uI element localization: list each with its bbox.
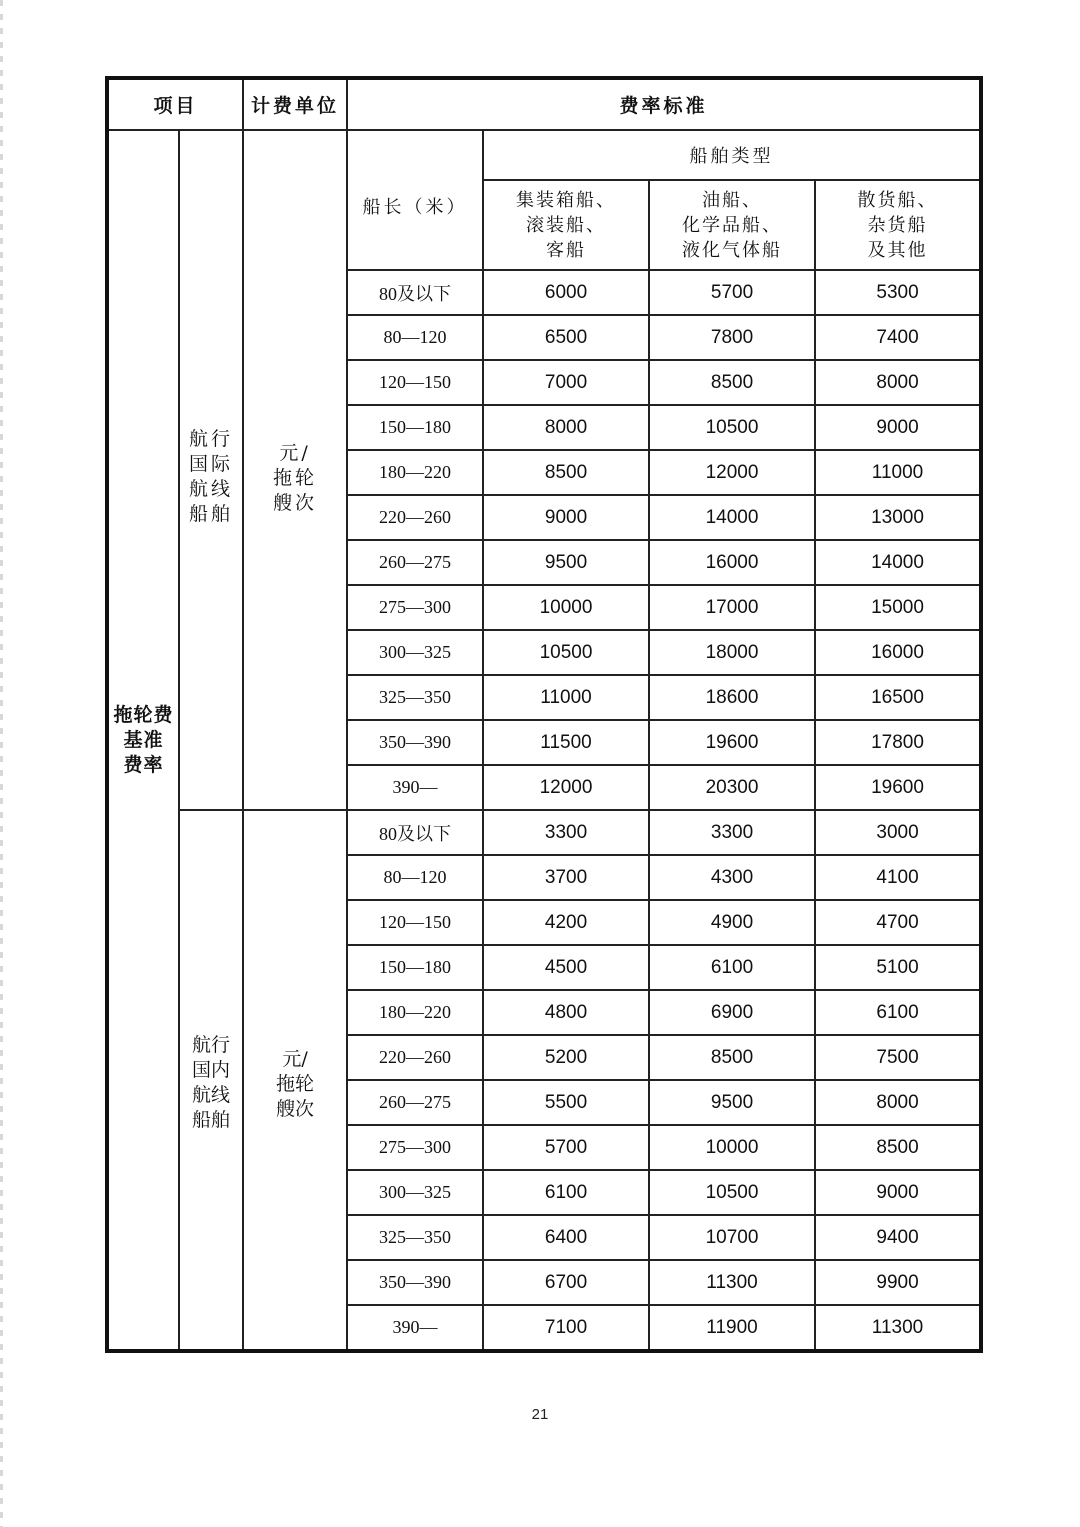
ship-length-cell: 275—300 [347,585,483,630]
text-line: 杂货船 [867,214,928,236]
text-line: 集装箱船、 [516,189,617,211]
table-header-row [107,78,981,130]
rate-value-cell: 20300 [649,765,815,810]
text-line: 船舶 [189,503,234,525]
rate-value-cell: 6500 [483,315,649,360]
item-name-cell [107,130,179,1351]
ship-length-cell: 220—260 [347,1035,483,1080]
rate-value-cell: 19600 [649,720,815,765]
rate-value-cell: 4500 [483,945,649,990]
ship-length-header: 船长（米） [347,130,483,270]
ship-length-cell: 275—300 [347,1125,483,1170]
rate-value-cell: 11300 [649,1260,815,1305]
tug-fee-rate-table [105,76,983,1353]
text-line: 元/ [279,442,311,464]
text-line: 油船、 [702,189,763,211]
ship-type-category [483,180,649,270]
text-line: 航线 [192,1084,231,1106]
ship-length-cell: 325—350 [347,675,483,720]
text-line: 航线 [189,478,234,500]
unit-cell-international [243,130,347,810]
text-line: 国际 [189,453,234,475]
rate-value-cell: 6700 [483,1260,649,1305]
ship-length-cell: 80及以下 [347,810,483,855]
text-line: 基准 [123,728,164,751]
text-line: 船舶 [192,1109,231,1131]
rate-value-cell: 7400 [815,315,981,360]
text-line: 元/ [282,1048,308,1070]
rate-value-cell: 8000 [815,1080,981,1125]
rate-value-cell: 4200 [483,900,649,945]
header-rate-standard: 费率标准 [347,78,981,130]
ship-length-cell: 80及以下 [347,270,483,315]
text-line: 艘次 [276,1098,315,1120]
rate-value-cell: 10000 [649,1125,815,1170]
ship-length-cell: 80—120 [347,315,483,360]
text-line: 拖轮 [276,1073,315,1095]
rate-value-cell: 11900 [649,1305,815,1351]
ship-length-cell: 325—350 [347,1215,483,1260]
rate-value-cell: 10500 [649,1170,815,1215]
rate-value-cell: 5100 [815,945,981,990]
rate-value-cell: 6100 [649,945,815,990]
ship-length-cell: 180—220 [347,450,483,495]
text-line: 艘次 [273,492,318,514]
rate-value-cell: 8000 [815,360,981,405]
rate-value-cell: 9900 [815,1260,981,1305]
text-line: 国内 [192,1059,231,1081]
rate-value-cell: 3000 [815,810,981,855]
rate-value-cell: 15000 [815,585,981,630]
rate-value-cell: 5200 [483,1035,649,1080]
ship-length-cell: 350—390 [347,720,483,765]
rate-value-cell: 9000 [483,495,649,540]
unit-cell-domestic [243,810,347,1351]
rate-value-cell: 12000 [483,765,649,810]
subheader-row-ship-type [107,130,981,180]
rate-value-cell: 5500 [483,1080,649,1125]
rate-value-cell: 11500 [483,720,649,765]
rate-value-cell: 5700 [649,270,815,315]
text-line: 航行 [192,1034,231,1056]
ship-length-cell: 80—120 [347,855,483,900]
text-line: 费率 [123,753,164,776]
ship-length-cell: 150—180 [347,945,483,990]
rate-value-cell: 6100 [815,990,981,1035]
rate-value-cell: 6000 [483,270,649,315]
rate-value-cell: 17000 [649,585,815,630]
rate-value-cell: 10500 [483,630,649,675]
rate-value-cell: 8000 [483,405,649,450]
rate-value-cell: 14000 [815,540,981,585]
ship-length-cell: 120—150 [347,900,483,945]
text-line: 客船 [546,239,587,261]
rate-value-cell: 16000 [649,540,815,585]
rate-value-cell: 19600 [815,765,981,810]
rate-value-cell: 18600 [649,675,815,720]
rate-value-cell: 4800 [483,990,649,1035]
rate-value-cell: 14000 [649,495,815,540]
rate-value-cell: 3300 [649,810,815,855]
rate-value-cell: 10500 [649,405,815,450]
rate-value-cell: 13000 [815,495,981,540]
ship-type-category [815,180,981,270]
rate-value-cell: 9000 [815,405,981,450]
rate-value-cell: 11300 [815,1305,981,1351]
rate-value-cell: 6100 [483,1170,649,1215]
ship-length-cell: 300—325 [347,1170,483,1215]
rate-value-cell: 8500 [649,1035,815,1080]
group-name-domestic [179,810,243,1351]
group-name-international [179,130,243,810]
rate-value-cell: 17800 [815,720,981,765]
ship-type-category [649,180,815,270]
text-line: 航行 [189,428,234,450]
page-number: 21 [531,1406,549,1423]
text-line: 液化气体船 [682,239,783,261]
rate-value-cell: 7500 [815,1035,981,1080]
rate-value-cell: 5700 [483,1125,649,1170]
ship-length-cell: 390— [347,1305,483,1351]
ship-length-cell: 220—260 [347,495,483,540]
rate-value-cell: 8500 [649,360,815,405]
ship-length-cell: 300—325 [347,630,483,675]
text-line: 滚装船、 [526,214,607,236]
rate-value-cell: 3300 [483,810,649,855]
rate-value-cell: 9000 [815,1170,981,1215]
rate-value-cell: 7000 [483,360,649,405]
ship-length-cell: 180—220 [347,990,483,1035]
rate-value-cell: 10000 [483,585,649,630]
rate-value-cell: 7100 [483,1305,649,1351]
rate-value-cell: 4700 [815,900,981,945]
rate-value-cell: 9500 [649,1080,815,1125]
rate-value-cell: 6900 [649,990,815,1035]
rate-value-cell: 18000 [649,630,815,675]
ship-length-cell: 260—275 [347,1080,483,1125]
rate-value-cell: 12000 [649,450,815,495]
rate-value-cell: 4100 [815,855,981,900]
table-row [107,810,981,855]
rate-value-cell: 11000 [483,675,649,720]
ship-length-cell: 150—180 [347,405,483,450]
header-item: 项目 [107,78,243,130]
rate-value-cell: 4900 [649,900,815,945]
rate-value-cell: 4300 [649,855,815,900]
rate-value-cell: 9400 [815,1215,981,1260]
rate-value-cell: 16500 [815,675,981,720]
rate-value-cell: 11000 [815,450,981,495]
scan-page-edge [0,0,3,1527]
rate-value-cell: 3700 [483,855,649,900]
text-line: 及其他 [867,239,928,261]
ship-length-cell: 350—390 [347,1260,483,1305]
rate-value-cell: 10700 [649,1215,815,1260]
text-line: 拖轮费 [113,703,174,726]
text-line: 散货船、 [857,189,938,211]
rate-value-cell: 16000 [815,630,981,675]
text-line: 化学品船、 [682,214,783,236]
rate-value-cell: 5300 [815,270,981,315]
rate-value-cell: 6400 [483,1215,649,1260]
rate-value-cell: 8500 [815,1125,981,1170]
text-line: 拖轮 [273,467,318,489]
rate-value-cell: 9500 [483,540,649,585]
ship-length-cell: 120—150 [347,360,483,405]
ship-type-header: 船舶类型 [483,130,981,180]
header-unit: 计费单位 [243,78,347,130]
rate-value-cell: 7800 [649,315,815,360]
ship-length-cell: 260—275 [347,540,483,585]
ship-length-cell: 390— [347,765,483,810]
rate-value-cell: 8500 [483,450,649,495]
